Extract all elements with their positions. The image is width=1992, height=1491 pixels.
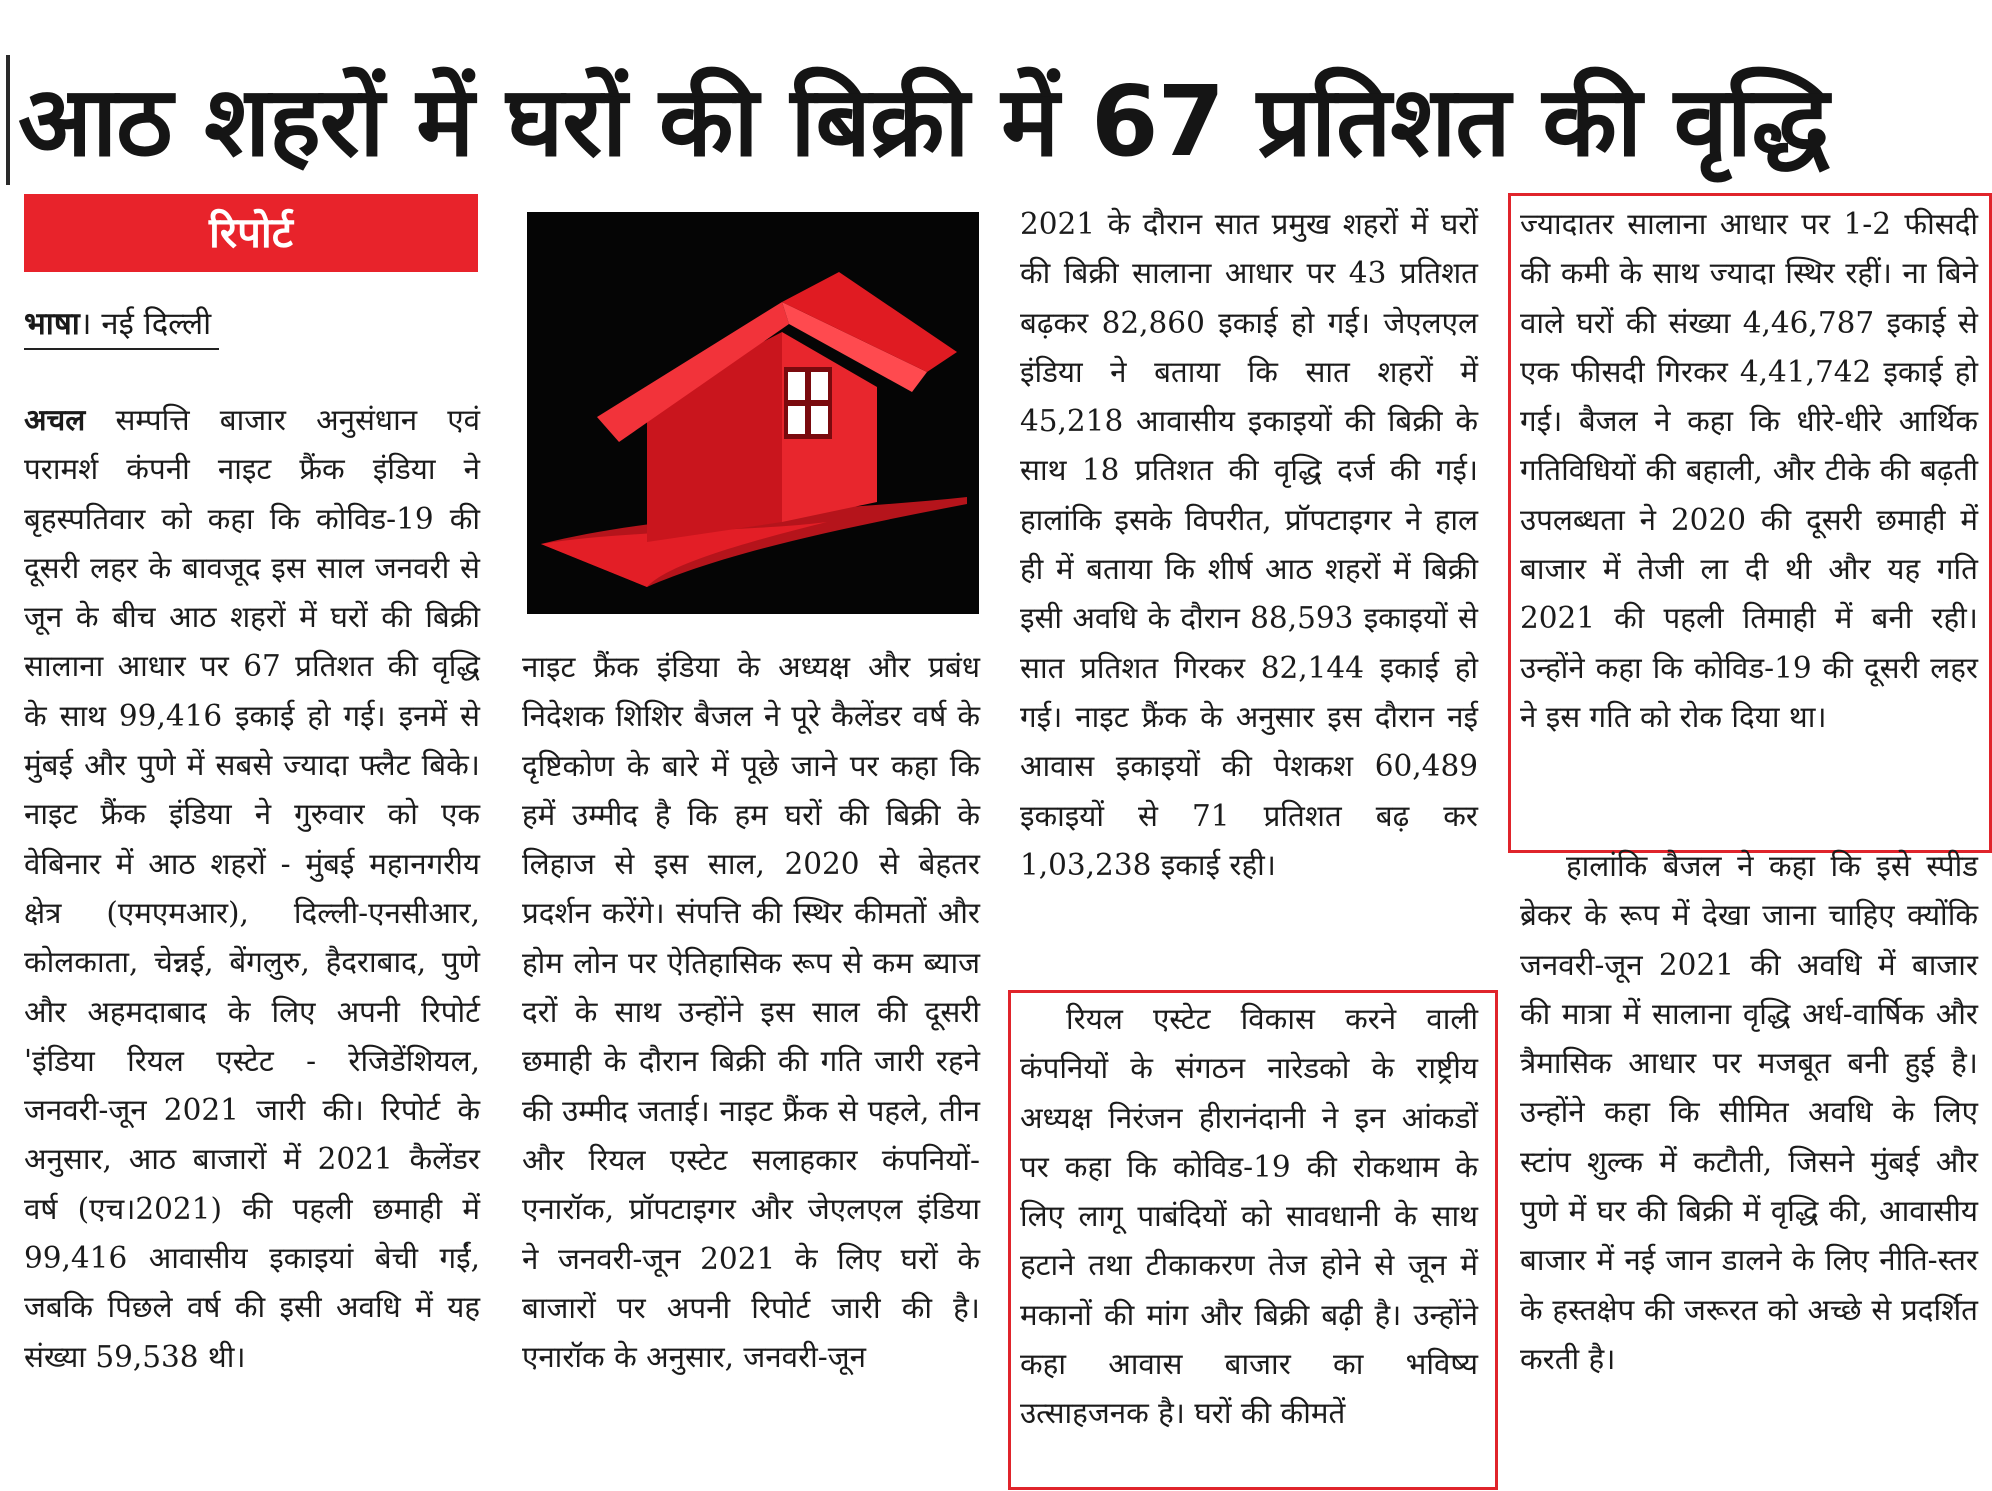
article-column-1-text: सम्पत्ति बाजार अनुसंधान एवं परामर्श कंपनी नाइट फ्रैंक इंडिया ने बृहस्पतिवार को कहा कि कोविड-19 की दूसरी लहर के बावजूद इस साल जनवरी से जून के बीच आठ शहरों में घरों की बिक्री सालाना आधार पर 67 प्रतिशत की वृद्धि के साथ 99,416 इकाई हो गई। इनमें से मुंबई और पुणे में सबसे ज्यादा फ्लैट बिके। नाइट फ्रैंक इंडिया ने गुरुवार को एक वेबिनार में आठ शहरों - मुंबई महानगरीय क्षेत्र (एमएमआर), दिल्ली-एनसीआर, कोलकाता, चेन्नई, बेंगलुरु, हैदराबाद, पुणे और अहमदाबाद के लिए अपनी रिपोर्ट 'इंडिया रियल एस्टेट - रेजिडेंशियल, जनवरी-जून 2021 जारी की। रिपोर्ट के अनुसार, आठ बाजारों में 2021 कैलेंडर वर्ष (एच।2021) की पहली छमाही में 99,416 आवासीय इकाइयां बेची गईं, जबकि पिछले वर्ष की इसी अवधि में यह संख्या 59,538 थी।: [24, 403, 480, 1374]
article-lead-word: अचल: [24, 402, 86, 437]
byline: [24, 300, 219, 350]
article-column-2-text: नाइट फ्रैंक इंडिया के अध्यक्ष और प्रबंध निदेशक शिशिर बैजल ने पूरे कैलेंडर वर्ष के दृष्टिकोण के बारे में पूछे जाने पर कहा कि हमें उम्मीद है कि हम घरों की बिक्री के लिहाज से इस साल, 2020 से बेहतर प्रदर्शन करेंगे। संपत्ति की स्थिर कीमतों और होम लोन पर ऐतिहासिक रूप से कम ब्याज दरों के साथ उन्होंने इस साल की दूसरी छमाही के दौरान बिक्री की गति जारी रहने की उम्मीद जताई। नाइट फ्रैंक से पहले, तीन और रियल एस्टेट सलाहकार कंपनियों- एनारॉक, प्रॉपटाइगर और जेएलएल इंडिया ने जनवरी-जून 2021 के लिए घरों के बाजारों पर अपनी रिपोर्ट जारी की है। एनारॉक के अनुसार, जनवरी-जून: [522, 650, 980, 1375]
left-column-rule: [6, 55, 10, 185]
house-photo: [527, 212, 979, 614]
article-column-3-boxed: [1020, 995, 1478, 1485]
article-column-4: [1520, 842, 1978, 1485]
red-house-icon: [527, 212, 979, 614]
article-column-4-text: हालांकि बैजल ने कहा कि इसे स्पीड ब्रेकर के रूप में देखा जाना चाहिए क्योंकि जनवरी-जून 2021 की अवधि में बाजार की मात्रा में सालाना वृद्धि अर्ध-वार्षिक और त्रैमासिक आधार पर मजबूत बनी हुई है। उन्होंने कहा कि सीमित अवधि के लिए स्टांप शुल्क में कटौती, जिसने मुंबई और पुणे में घर की बिक्री में वृद्धि की, आवासीय बाजार में नई जान डालने के लिए नीति-स्तर के हस्तक्षेप की जरूरत को अच्छे से प्रदर्शित करती है।: [1520, 849, 1978, 1376]
headline: आठ शहरों में घरों की बिक्री में 67 प्रतिशत की वृद्धि: [18, 65, 1829, 178]
article-column-1: [24, 395, 480, 1485]
byline-place: । नई दिल्ली: [79, 306, 212, 342]
article-column-4-boxed: [1520, 200, 1978, 840]
article-column-2: [522, 643, 980, 1485]
article-column-3-boxed-text: रियल एस्टेट विकास करने वाली कंपनियों के संगठन नारेडको के राष्ट्रीय अध्यक्ष निरंजन हीरानंदानी ने इन आंकडों पर कहा कि कोविड-19 की रोकथाम के लिए लागू पाबंदियों को सावधानी के साथ हटाने तथा टीकाकरण तेज होने से जून में मकानों की मांग और बिक्री बढ़ी है। उन्होंने कहा आवास बाजार का भविष्य उत्साहजनक है। घरों की कीमतें: [1020, 1002, 1478, 1431]
article-column-4-boxed-text: ज्यादातर सालाना आधार पर 1-2 फीसदी की कमी के साथ ज्यादा स्थिर रहीं। ना बिने वाले घरों की संख्या 4,46,787 इकाई से एक फीसदी गिरकर 4,41,742 इकाई हो गई। बैजल ने कहा कि धीरे-धीरे आर्थिक गतिविधियों की बहाली, और टीके की बढ़ती उपलब्धता ने 2020 की दूसरी छमाही में बाजार में तेजी ला दी थी और यह गति 2021 की पहली तिमाही में बनी रही। उन्होंने कहा कि कोविड-19 की दूसरी लहर ने इस गति को रोक दिया था।: [1520, 207, 1978, 734]
article-column-3: [1020, 200, 1478, 990]
article-column-3-text: 2021 के दौरान सात प्रमुख शहरों में घरों की बिक्री सालाना आधार पर 43 प्रतिशत बढ़कर 82,860 इकाई हो गई। जेएलएल इंडिया ने बताया कि सात शहरों में 45,218 आवासीय इकाइयों की बिक्री के साथ 18 प्रतिशत की वृद्धि दर्ज की गई। हालांकि इसके विपरीत, प्रॉपटाइगर ने हाल ही में बताया कि शीर्ष आठ शहरों में बिक्री इसी अवधि के दौरान 88,593 इकाइयों से सात प्रतिशत गिरकर 82,144 इकाई हो गई। नाइट फ्रैंक के अनुसार इस दौरान नई आवास इकाइयों की पेशकश 60,489 इकाइयों से 71 प्रतिशत बढ़ कर 1,03,238 इकाई रही।: [1020, 207, 1478, 882]
byline-agency: भाषा: [24, 306, 80, 342]
section-label: रिपोर्ट: [24, 194, 478, 272]
